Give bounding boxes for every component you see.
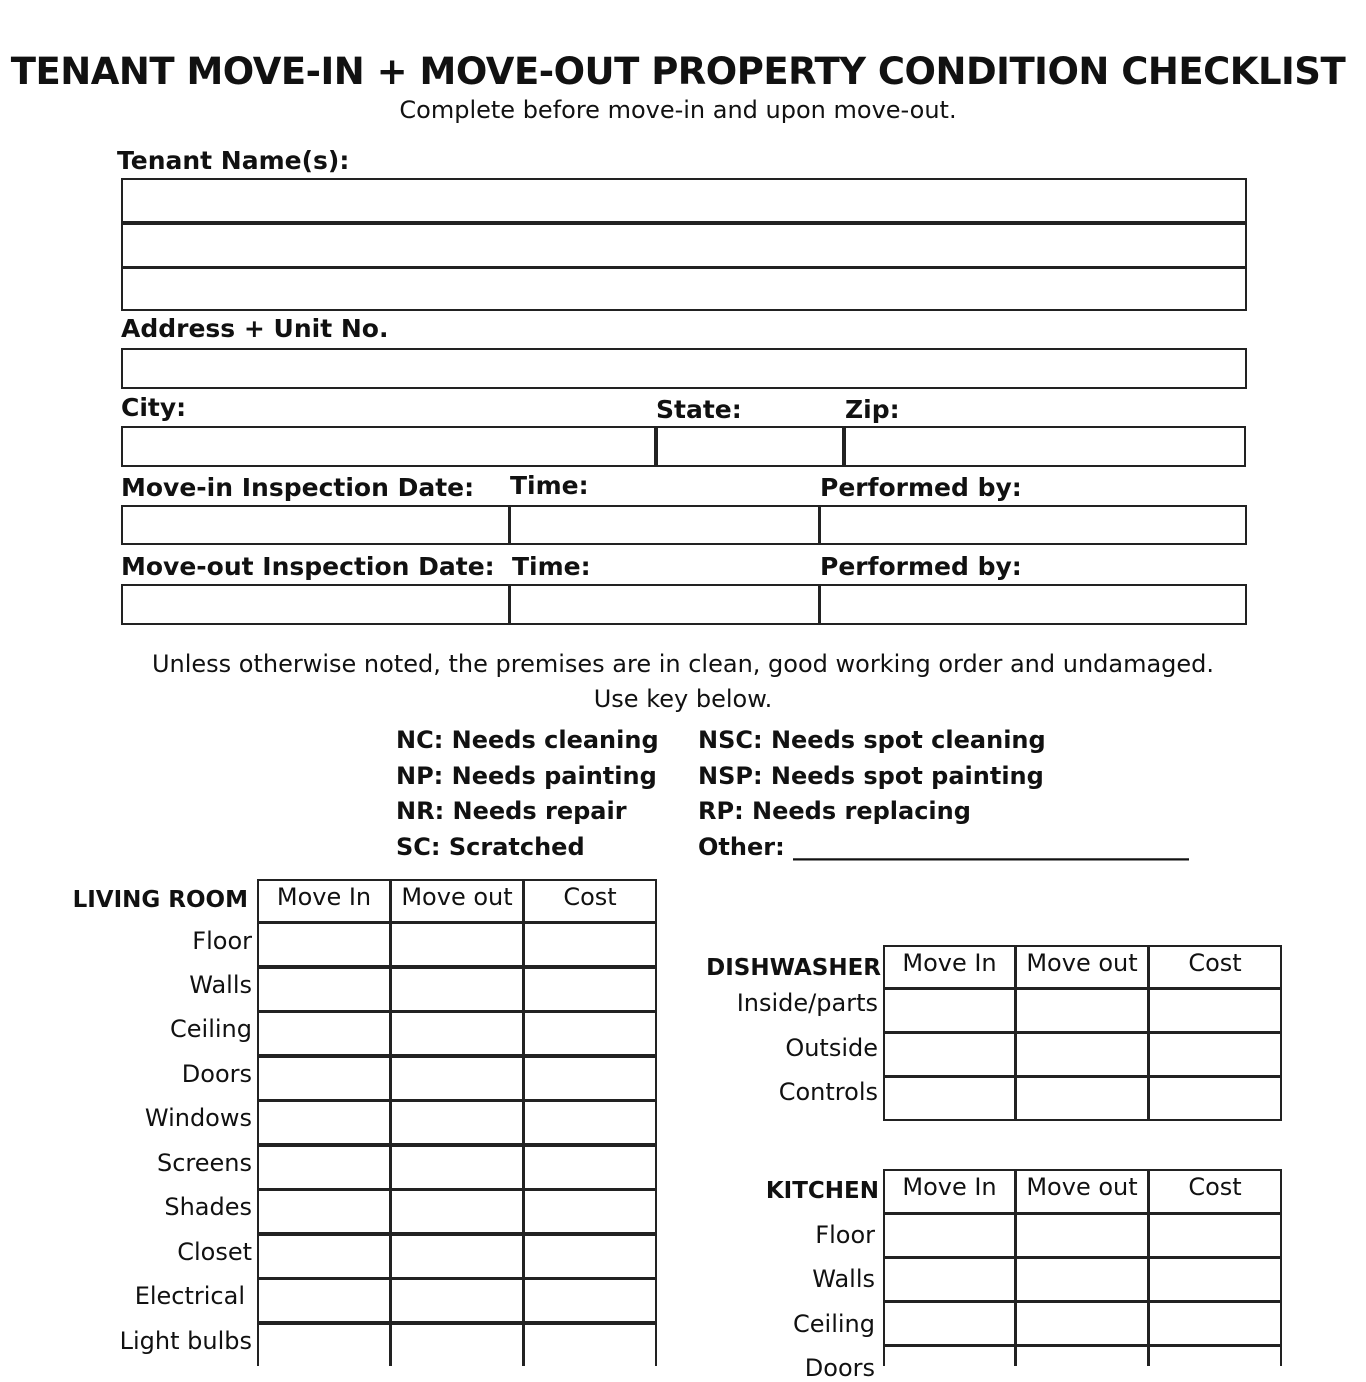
tenant-name-field-1[interactable] bbox=[121, 178, 1247, 223]
kitchen-col-move-out: Move out bbox=[1015, 1169, 1149, 1214]
zip-label: Zip: bbox=[845, 395, 900, 424]
living-room-row-shades: Shades bbox=[164, 1193, 252, 1221]
key-np: NP: Needs painting bbox=[396, 762, 657, 790]
cell[interactable] bbox=[524, 968, 656, 1011]
living-room-col-move-out: Move out bbox=[390, 879, 524, 923]
cell[interactable] bbox=[391, 1235, 523, 1278]
cell[interactable] bbox=[524, 1279, 656, 1322]
key-rp: RP: Needs replacing bbox=[698, 797, 971, 825]
cell[interactable] bbox=[258, 1146, 390, 1189]
dishwasher-row-inside-parts: Inside/parts bbox=[736, 989, 878, 1017]
cell[interactable] bbox=[391, 1146, 523, 1189]
kitchen-cell[interactable] bbox=[1015, 1213, 1149, 1258]
state-label: State: bbox=[656, 395, 742, 424]
cell[interactable] bbox=[258, 1235, 390, 1278]
living-room-row-doors: Doors bbox=[181, 1060, 252, 1088]
dishwasher-title: DISHWASHER bbox=[706, 955, 881, 981]
key-nr: NR: Needs repair bbox=[396, 797, 627, 825]
living-room-grid-lines bbox=[257, 922, 657, 1366]
kitchen-cell[interactable] bbox=[1148, 1301, 1282, 1346]
cell[interactable] bbox=[391, 1190, 523, 1233]
moveout-time-label: Time: bbox=[512, 552, 591, 581]
kitchen-cell[interactable] bbox=[1015, 1301, 1149, 1346]
cell[interactable] bbox=[258, 1012, 390, 1055]
dishwasher-col-move-out: Move out bbox=[1015, 945, 1149, 989]
cell[interactable] bbox=[391, 1279, 523, 1322]
kitchen-cell[interactable] bbox=[883, 1301, 1016, 1346]
kitchen-row-floor: Floor bbox=[815, 1221, 875, 1249]
kitchen-cell[interactable] bbox=[883, 1345, 1016, 1366]
cell[interactable] bbox=[258, 923, 390, 966]
cell[interactable] bbox=[524, 1324, 656, 1366]
key-sc: SC: Scratched bbox=[396, 833, 585, 861]
dishwasher-cell[interactable] bbox=[1015, 988, 1149, 1033]
page-subtitle: Complete before move-in and upon move-out. bbox=[399, 96, 957, 124]
living-room-row-windows: Windows bbox=[144, 1104, 252, 1132]
kitchen-cell[interactable] bbox=[1148, 1257, 1282, 1302]
tenant-names-label: Tenant Name(s): bbox=[117, 146, 350, 175]
kitchen-cell[interactable] bbox=[1148, 1213, 1282, 1258]
kitchen-cell[interactable] bbox=[1148, 1345, 1282, 1366]
living-room-grid bbox=[257, 922, 657, 1366]
cell[interactable] bbox=[391, 923, 523, 966]
cell[interactable] bbox=[391, 968, 523, 1011]
tenant-name-field-3[interactable] bbox=[121, 267, 1247, 311]
kitchen-cell[interactable] bbox=[883, 1213, 1016, 1258]
kitchen-title: KITCHEN bbox=[765, 1178, 879, 1204]
dishwasher-col-move-in: Move In bbox=[883, 945, 1016, 989]
moveout-date-field[interactable] bbox=[121, 584, 510, 625]
movein-performed-by-label: Performed by: bbox=[820, 473, 1022, 502]
cell[interactable] bbox=[258, 968, 390, 1011]
state-field[interactable] bbox=[656, 426, 844, 467]
living-room-title: LIVING ROOM bbox=[72, 887, 248, 913]
kitchen-col-move-in: Move In bbox=[883, 1169, 1016, 1214]
key-other: Other: _________________________________ bbox=[698, 833, 1190, 861]
dishwasher-row-controls: Controls bbox=[778, 1078, 878, 1106]
movein-date-label: Move-in Inspection Date: bbox=[121, 473, 475, 502]
movein-time-label: Time: bbox=[510, 471, 589, 500]
tenant-name-field-2[interactable] bbox=[121, 223, 1247, 268]
dishwasher-cell[interactable] bbox=[883, 1076, 1016, 1121]
cell[interactable] bbox=[524, 1190, 656, 1233]
cell[interactable] bbox=[524, 1012, 656, 1055]
kitchen-cell[interactable] bbox=[1015, 1345, 1149, 1366]
dishwasher-cell[interactable] bbox=[883, 1032, 1016, 1077]
cell[interactable] bbox=[391, 1012, 523, 1055]
condition-note: Unless otherwise noted, the premises are in clean, good working order and undamaged. bbox=[151, 650, 1215, 678]
page-title: TENANT MOVE-IN + MOVE-OUT PROPERTY CONDITION CHECKLIST bbox=[10, 50, 1346, 93]
address-label: Address + Unit No. bbox=[121, 314, 389, 343]
moveout-time-field[interactable] bbox=[509, 584, 820, 625]
moveout-performed-by-label: Performed by: bbox=[820, 552, 1022, 581]
dishwasher-cell[interactable] bbox=[883, 988, 1016, 1033]
cell[interactable] bbox=[391, 1101, 523, 1144]
cell[interactable] bbox=[258, 1324, 390, 1366]
dishwasher-row-outside: Outside bbox=[785, 1034, 878, 1062]
kitchen-row-walls: Walls bbox=[812, 1265, 875, 1293]
dishwasher-cell[interactable] bbox=[1148, 988, 1282, 1033]
movein-date-field[interactable] bbox=[121, 505, 510, 545]
living-room-row-closet: Closet bbox=[177, 1238, 252, 1266]
cell[interactable] bbox=[524, 1057, 656, 1100]
living-room-row-walls: Walls bbox=[189, 971, 252, 999]
city-field[interactable] bbox=[121, 426, 656, 467]
living-room-col-cost: Cost bbox=[523, 879, 657, 923]
movein-time-field[interactable] bbox=[509, 505, 820, 545]
cell[interactable] bbox=[524, 923, 656, 966]
cell[interactable] bbox=[258, 1057, 390, 1100]
cell[interactable] bbox=[258, 1190, 390, 1233]
cell[interactable] bbox=[258, 1279, 390, 1322]
living-room-row-floor: Floor bbox=[192, 927, 252, 955]
cell[interactable] bbox=[391, 1057, 523, 1100]
key-nc: NC: Needs cleaning bbox=[396, 726, 659, 754]
city-label: City: bbox=[121, 393, 187, 422]
dishwasher-cell[interactable] bbox=[1148, 1032, 1282, 1077]
living-room-row-screens: Screens bbox=[156, 1149, 252, 1177]
key-intro: Use key below. bbox=[593, 685, 773, 713]
kitchen-col-cost: Cost bbox=[1148, 1169, 1282, 1214]
living-room-col-move-in: Move In bbox=[257, 879, 391, 923]
cell[interactable] bbox=[391, 1324, 523, 1366]
dishwasher-cell[interactable] bbox=[1148, 1076, 1282, 1121]
dishwasher-col-cost: Cost bbox=[1148, 945, 1282, 989]
movein-performed-by-field[interactable] bbox=[819, 505, 1247, 545]
living-room-row-electrical: Electrical bbox=[134, 1282, 245, 1310]
kitchen-row-ceiling: Ceiling bbox=[793, 1310, 875, 1338]
key-nsp: NSP: Needs spot painting bbox=[698, 762, 1044, 790]
key-nsc: NSC: Needs spot cleaning bbox=[698, 726, 1046, 754]
zip-field[interactable] bbox=[844, 426, 1246, 467]
moveout-date-label: Move-out Inspection Date: bbox=[121, 552, 495, 581]
living-room-row-light-bulbs: Light bulbs bbox=[119, 1327, 252, 1355]
dishwasher-cell[interactable] bbox=[1015, 1076, 1149, 1121]
cell[interactable] bbox=[258, 1101, 390, 1144]
moveout-performed-by-field[interactable] bbox=[819, 584, 1247, 625]
living-room-row-ceiling: Ceiling bbox=[170, 1015, 252, 1043]
kitchen-row-doors: Doors bbox=[804, 1354, 875, 1382]
cell[interactable] bbox=[524, 1101, 656, 1144]
dishwasher-cell[interactable] bbox=[1015, 1032, 1149, 1077]
address-field[interactable] bbox=[121, 348, 1247, 389]
kitchen-cell[interactable] bbox=[1015, 1257, 1149, 1302]
cell[interactable] bbox=[524, 1146, 656, 1189]
kitchen-cell[interactable] bbox=[883, 1257, 1016, 1302]
cell[interactable] bbox=[524, 1235, 656, 1278]
